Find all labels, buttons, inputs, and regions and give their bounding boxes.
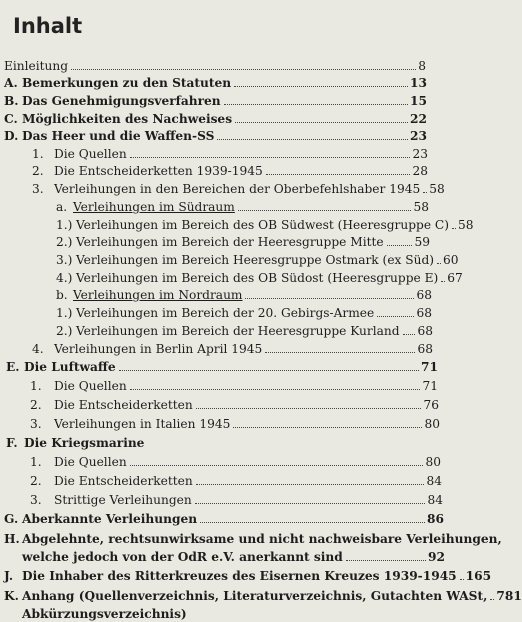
toc-entry-number: 4.	[32, 342, 44, 356]
toc-entry-title: Verleihungen im Südraum	[73, 200, 235, 214]
toc-entry-number: E.	[6, 360, 20, 374]
toc-entry-title: Verleihungen im Bereich des OB Südwest (Heeresgruppe C)	[76, 218, 449, 232]
dot-leader	[377, 316, 414, 317]
dot-leader	[130, 157, 411, 158]
dot-leader	[233, 427, 422, 428]
toc-entry-page: 68	[416, 288, 432, 302]
toc-entry-title: Abkürzungsverzeichnis)	[22, 607, 187, 621]
toc-entry-title: Verleihungen im Bereich der 20. Gebirgs-Armee	[76, 306, 375, 320]
toc-entry-number: 4.)	[56, 271, 73, 285]
toc-entry-title: Die Quellen	[54, 147, 127, 161]
toc-entry	[30, 455, 441, 470]
toc-entry-title: Die Entscheiderketten 1939-1945	[54, 164, 263, 178]
toc-entry	[30, 474, 442, 489]
dot-leader	[235, 122, 408, 123]
dot-leader	[71, 69, 416, 70]
toc-entry-number: C.	[4, 112, 18, 126]
toc-entry-number: 3.	[30, 493, 42, 507]
toc-entry-title: Die Quellen	[54, 455, 127, 469]
toc-entry-page: 80	[424, 417, 440, 431]
toc-entry-title: Aberkannte Verleihungen	[22, 512, 198, 526]
toc-entry	[4, 94, 427, 109]
dot-leader	[119, 370, 419, 371]
toc-entry-title: Die Entscheiderketten	[54, 474, 193, 488]
toc-entry-title: Bemerkungen zu den Statuten	[22, 76, 232, 90]
toc-entry-page: 68	[417, 324, 433, 338]
toc-entry-page: 71	[421, 360, 438, 374]
toc-entry	[6, 360, 438, 375]
toc-entry-title: Verleihungen in Italien 1945	[54, 417, 231, 431]
dot-leader	[200, 522, 425, 523]
toc-entry-number: b.	[56, 288, 68, 302]
toc-entry	[4, 112, 427, 127]
toc-entry	[56, 306, 432, 321]
toc-entry-page: 92	[428, 550, 445, 564]
toc-entry-page: 86	[427, 512, 444, 526]
toc-entry-page: 67	[447, 271, 463, 285]
toc-entry-page: 15	[410, 94, 427, 108]
toc-entry-page: 80	[425, 455, 441, 469]
toc-entry-title: Das Heer und die Waffen-SS	[22, 129, 215, 143]
toc-entry-title: Verleihungen im Bereich der Heeresgruppe Mitte	[76, 235, 384, 249]
page-title: Inhalt	[13, 14, 83, 38]
toc-entry	[32, 147, 428, 162]
toc-entry-number: A.	[4, 76, 18, 90]
toc-entry-number: G.	[4, 512, 19, 526]
toc-entry-page: 23	[412, 147, 428, 161]
dot-leader	[234, 86, 408, 87]
toc-entry-number: a.	[56, 200, 68, 214]
toc-entry	[4, 532, 502, 547]
dot-leader	[266, 174, 411, 175]
toc-entry-number: F.	[6, 436, 18, 450]
toc-entry-page: 60	[443, 253, 459, 267]
dot-leader	[452, 228, 456, 229]
toc-entry-title: welche jedoch von der OdR e.V. anerkannt sind	[22, 550, 343, 564]
toc-entry-title: Die Quellen	[54, 379, 127, 393]
dot-leader	[403, 334, 416, 335]
dot-leader	[346, 560, 426, 561]
toc-entry-page: 22	[410, 112, 427, 126]
toc-entry-number: 1.	[32, 147, 44, 161]
toc-entry-number: 2.	[30, 474, 42, 488]
toc-entry	[56, 253, 459, 268]
toc-entry	[32, 342, 433, 357]
toc-entry-title: Die Luftwaffe	[24, 360, 116, 374]
toc-entry-title: Verleihungen im Bereich der Heeresgruppe Kurland	[76, 324, 400, 338]
toc-entry-number: D.	[4, 129, 19, 143]
toc-entry	[32, 164, 428, 179]
dot-leader	[238, 210, 412, 211]
dot-leader	[490, 599, 494, 600]
toc-entry	[4, 569, 492, 584]
dot-leader	[437, 263, 441, 264]
toc-entry	[4, 76, 427, 91]
toc-entry	[30, 493, 443, 508]
dot-leader	[265, 352, 415, 353]
toc-entry	[56, 324, 433, 339]
toc-entry-page: 68	[417, 342, 433, 356]
dot-leader	[195, 503, 426, 504]
toc-entry-number: H.	[4, 532, 20, 546]
toc-entry-title: Die Inhaber des Ritterkreuzes des Eisernen Kreuzes 1939-1945	[22, 569, 457, 583]
dot-leader	[217, 139, 408, 140]
toc-entry-page: 76	[423, 398, 439, 412]
toc-entry-title: Das Genehmigungsverfahren	[22, 94, 221, 108]
toc-entry-page: 165	[465, 569, 492, 583]
dot-leader	[423, 192, 427, 193]
toc-entry-number: 1.	[30, 455, 42, 469]
toc-entry-title: Die Kriegsmarine	[24, 436, 145, 450]
toc-entry	[56, 200, 429, 215]
toc-entry-number: 2.	[30, 398, 42, 412]
toc-entry-page: 58	[413, 200, 429, 214]
toc-entry-number: 2.)	[56, 324, 73, 338]
toc-entry-page: 28	[412, 164, 428, 178]
dot-leader	[130, 389, 421, 390]
toc-entry-title: Verleihungen in Berlin April 1945	[54, 342, 263, 356]
toc-entry	[4, 59, 426, 74]
toc-entry-page: 71	[422, 379, 438, 393]
toc-entry-number: 2.	[32, 164, 44, 178]
dot-leader	[460, 579, 464, 580]
toc-entry-title: Abgelehnte, rechtsunwirksame und nicht nachweisbare Verleihungen,	[22, 532, 502, 546]
toc-entry	[6, 436, 440, 451]
toc-entry-number: 3.	[32, 182, 44, 196]
toc-entry	[56, 271, 463, 286]
toc-entry-page: 68	[416, 306, 432, 320]
toc-entry-page: 23	[410, 129, 427, 143]
toc-entry-page: 84	[427, 493, 443, 507]
toc-entry	[32, 182, 445, 197]
dot-leader	[245, 298, 414, 299]
toc-entry-title: Einleitung	[4, 59, 69, 73]
dot-leader	[387, 245, 413, 246]
toc-entry	[4, 589, 522, 604]
toc-entry	[22, 550, 445, 565]
toc-entry-page: 781	[496, 589, 522, 603]
toc-entry-title: Die Entscheiderketten	[54, 398, 193, 412]
toc-entry-title: Möglichkeiten des Nachweises	[22, 112, 233, 126]
toc-entry	[30, 398, 439, 413]
toc-entry-title: Verleihungen im Nordraum	[73, 288, 243, 302]
toc-entry	[4, 512, 444, 527]
toc-entry-title: Strittige Verleihungen	[54, 493, 192, 507]
toc-entry-title: Verleihungen in den Bereichen der Oberbefehlshaber 1945	[54, 182, 421, 196]
toc-entry-title: Anhang (Quellenverzeichnis, Literaturverzeichnis, Gutachten WASt,	[22, 589, 488, 603]
toc-entry	[56, 235, 430, 250]
toc-entry	[56, 218, 474, 233]
dot-leader	[441, 281, 445, 282]
toc-entry-number: 1.	[30, 379, 42, 393]
toc-entry	[4, 129, 427, 144]
dot-leader	[224, 104, 408, 105]
toc-entry-number: 3.)	[56, 253, 73, 267]
dot-leader	[196, 408, 422, 409]
toc-entry	[30, 417, 440, 432]
toc-entry-page: 13	[410, 76, 427, 90]
toc-entry-page: 59	[414, 235, 430, 249]
toc-entry	[56, 288, 432, 303]
dot-leader	[196, 484, 425, 485]
toc-entry-page: 58	[457, 218, 474, 232]
toc-entry-page: 8	[418, 59, 426, 73]
dot-leader	[130, 465, 424, 466]
toc-entry-number: K.	[4, 589, 19, 603]
toc-entry	[22, 607, 447, 622]
toc-entry-number: J.	[4, 569, 14, 583]
toc-entry-number: 1.)	[56, 218, 73, 232]
toc-entry	[30, 379, 438, 394]
toc-entry-title: Verleihungen im Bereich des OB Südost (Heeresgruppe E)	[76, 271, 439, 285]
toc-entry-number: B.	[4, 94, 19, 108]
toc-entry-title: Verleihungen im Bereich Heeresgruppe Ostmark (ex Süd)	[76, 253, 435, 267]
toc-entry-page: 84	[426, 474, 442, 488]
toc-entry-number: 2.)	[56, 235, 73, 249]
toc-entry-number: 3.	[30, 417, 42, 431]
toc-entry-number: 1.)	[56, 306, 73, 320]
toc-entry-page: 58	[429, 182, 445, 196]
